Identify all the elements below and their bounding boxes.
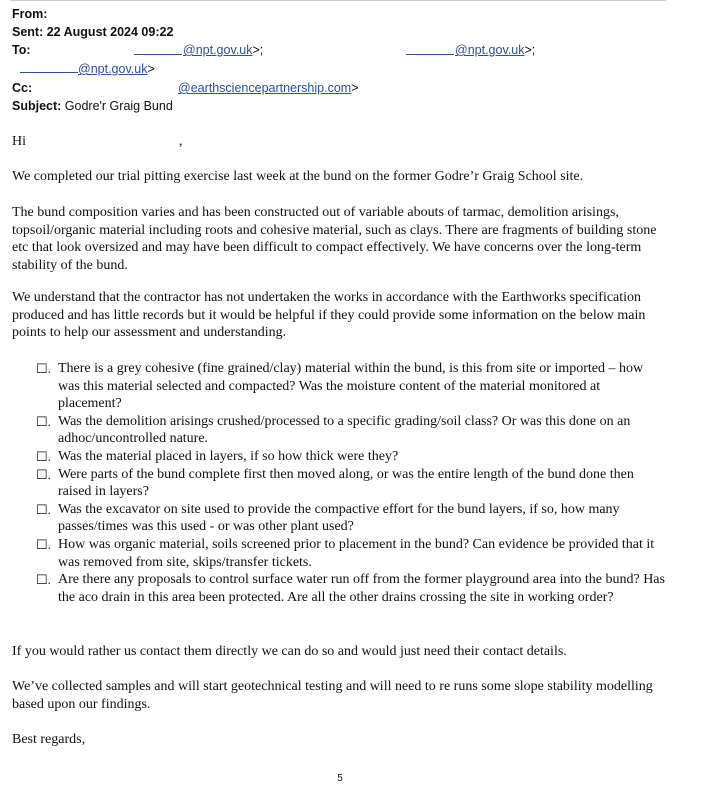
to-address-3[interactable]: @npt.gov.uk>	[20, 59, 155, 78]
checkbox-symbol: ☐.	[36, 501, 51, 517]
header-divider	[10, 0, 666, 1]
signoff: Best regards,	[12, 732, 86, 747]
list-item: ☐. Are there any proposals to control surface water run off from the former playground area into the bund? Has the aco drain in this area been protected. Are all the other drains crossing the site in working order?	[36, 572, 665, 605]
cc-label: Cc:	[12, 81, 33, 95]
redacted-underline-1	[134, 54, 182, 55]
checkbox-symbol: ☐.	[36, 361, 51, 376]
list-item: ☐. Was the material placed in layers, if so how thick were they?	[36, 448, 399, 464]
sent-line: Sent: 22 August 2024 09:22	[12, 25, 174, 39]
checkbox-symbol: ☐.	[36, 413, 51, 429]
list-item: ☐. How was organic material, soils screened prior to placement in the bund? Can evidence be provided that it was removed from site, skips/transfer tickets.	[36, 536, 655, 570]
to-address-1[interactable]: @npt.gov.uk>;	[183, 43, 264, 57]
cc-address[interactable]: @earthsciencepartnership.com>	[178, 81, 359, 95]
subject-line: Subject: Godre'r Graig Bund	[12, 99, 173, 113]
paragraph-2: The bund composition varies and has been constructed out of variable abouts of tarmac, demolition arisings, topsoil/organic material including roots and cohesive material, such as clays. There are fragments of building stone etc that look oversized and may have been difficult to compact effectively. We have concerns over the long-term stability of the bund.	[12, 205, 657, 273]
to-label: To:	[12, 43, 31, 57]
checkbox-symbol: ☐.	[36, 448, 51, 464]
list-item: ☐. Was the excavator on site used to provide the compactive effort for the bund layers, if so, how many passes/times was this used - or was other plant used?	[36, 501, 620, 535]
paragraph-3: We understand that the contractor has not undertaken the works in accordance with the Earthworks specification produced and has little records but it would be helpful if they could provide some information on the below main points to help our assessment and understanding.	[12, 290, 646, 341]
greeting: Hi ,	[12, 134, 183, 149]
checkbox-symbol: ☐.	[36, 572, 51, 588]
checkbox-symbol: ☐.	[36, 466, 51, 482]
to-address-2[interactable]: @npt.gov.uk>;	[455, 43, 536, 57]
paragraph-1: We completed our trial pitting exercise last week at the bund on the former Godre’r Graig School site.	[12, 169, 584, 184]
paragraph-4: If you would rather us contact them directly we can do so and would just need their contact details.	[12, 644, 567, 659]
paragraph-5: We’ve collected samples and will start geotechnical testing and will need to re runs some slope stability modelling based upon our findings.	[12, 679, 653, 712]
redacted-underline-2	[406, 54, 454, 55]
list-item: ☐. There is a grey cohesive (fine grained/clay) material within the bund, is this from site or imported – how was this material selected and compacted? Was the moisture content of the material monitored at placement?	[36, 361, 644, 412]
page-number: 5	[337, 773, 343, 784]
from-label: From:	[12, 7, 48, 21]
checkbox-symbol: ☐.	[36, 536, 51, 552]
list-item: ☐. Were parts of the bund complete first then moved along, or was the entire length of the bund done then raised in layers?	[36, 466, 634, 500]
list-item: ☐. Was the demolition arisings crushed/processed to a specific grading/soil class? Or was this done on an adhoc/uncontrolled nature.	[36, 413, 631, 447]
question-list	[36, 360, 666, 606]
